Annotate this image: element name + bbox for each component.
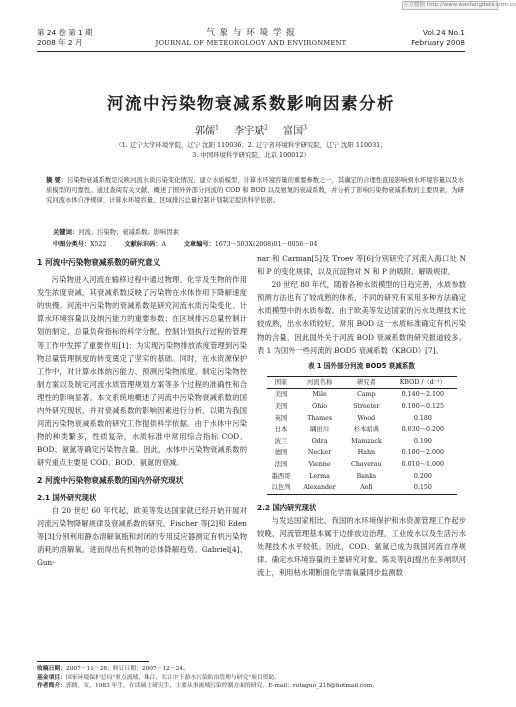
abstract — [46, 176, 464, 207]
table-cell: 0.010～1.000 — [401, 460, 445, 468]
footnote-rule — [37, 661, 149, 662]
table-cell: Mile — [312, 391, 327, 399]
doc-code: A — [161, 241, 166, 248]
table-cell: 0.150 — [413, 484, 432, 492]
body-paragraph: 20 世纪 80 年代，随着各种水质模型的日趋完善，水质参数预测方法也有了较成熟的体系，不同的研究有采用多种方法确定水质模型中的水质参数。由于欧美等发达国家的污水处理技术比较成熟，出水水质较好，常用 BOD 这一水质标准确定有机污染物的含量，因此国外关于河流 BOD 衰减系数的研究报道较多。表 1 为国外一些河流的 BOD5 衰减系数（KBOD）[7]。 — [257, 280, 466, 355]
table-row — [267, 447, 457, 459]
author-affil-mark: 1 — [215, 124, 219, 132]
table-cell: 法国 — [274, 460, 288, 468]
table-cell: 0.100～2.000 — [401, 449, 445, 457]
author-bio-label: 作者简介： — [37, 683, 66, 690]
table-cell: Mamzack — [351, 437, 382, 445]
date-en: February 2008 — [411, 38, 465, 47]
table-cell: 德国 — [274, 449, 288, 457]
table-cell: 0.190 — [413, 437, 432, 445]
abstract-text: 污染物衰减系数是反映河流水质污染变化情况、建立水质模型、计算水环境容量的重要参数之一，其确定的合理性直接影响到水环境容量以及水质模型的可靠性。通过查阅有关文献，概述了国外外部分河流的 COD 和 BOD 以及氨氮的衰减系数，并分析了影响污染物衰减系数的主要因素，为研究河流水体自净规律、计算水环境容量、区域排污总量控制计划制定提供科学依据。 — [46, 177, 465, 205]
table-cell: Odra — [311, 437, 328, 445]
volume-cn: 第 24 卷 第 1 期 — [37, 28, 93, 37]
body-paragraph: nar 和 Carman[5]及 Troev 等[6]分别研究了河流入海口处 N 和 P 的变化规律，以及沉淀物对 N 和 P 的吸附、解吸规律。 — [257, 254, 466, 277]
watermark-stamp: 万方数据 http://www.wanfangdata.com.cn — [403, 2, 516, 8]
table-row — [267, 401, 457, 413]
author-bio-text: 郭儒，女，1983 年生，在读硕士研究生，主要从事流域污染控制方面的研究，E-mail：rutaguo_218@hotmail.com。 — [66, 683, 378, 690]
classification-line — [53, 239, 464, 248]
table-cell: 美国 — [274, 402, 288, 410]
affiliations — [0, 141, 502, 160]
author-affil-mark: 3 — [303, 124, 307, 132]
table-cell: 杉本昭典 — [353, 426, 379, 434]
table-cell: 0.200 — [413, 472, 432, 480]
footnote-received — [37, 665, 465, 674]
footnote-fund — [37, 674, 465, 683]
subsection-heading: 2.1 国外研究现状 — [37, 492, 97, 502]
author-name: 富国 — [283, 126, 304, 137]
left-column — [37, 252, 247, 569]
table-cell: 美国 — [274, 391, 288, 399]
bod-decay-table — [267, 376, 457, 495]
doc-code-label: 文献标识码： — [124, 241, 162, 248]
section-heading: 1 河流中污染物衰减系数的研究意义 — [37, 258, 161, 267]
masthead — [37, 28, 465, 49]
table-header-cell: 国家 — [274, 378, 288, 386]
table-cell: Ohio — [312, 402, 328, 410]
keywords-text: 河流；污染物；衰减系数；影响因素 — [78, 229, 179, 236]
journal-name-cn: 气 象 与 环 境 学 报 — [206, 28, 296, 38]
table-cell: 墨西哥 — [271, 472, 291, 480]
table-cell: Wood — [357, 414, 376, 422]
table-cell: 英国 — [274, 414, 288, 422]
author — [195, 126, 219, 137]
table-cell: 以色列 — [271, 484, 291, 492]
clc-code: X522 — [90, 241, 107, 248]
received-dates: 2007－11－28；修订日期：2007－12－24。 — [66, 666, 189, 672]
table-cell: Vienne — [308, 460, 331, 468]
paper-title: 河流中污染物衰减系数影响因素分析 — [107, 94, 395, 113]
table-header-cell: 河流名称 — [307, 378, 333, 386]
author — [283, 126, 307, 137]
table-cell: Thames — [307, 414, 333, 422]
keywords — [53, 227, 464, 236]
table-cell: Lerma — [309, 472, 330, 480]
table-caption: 表 1 国外部分河流 BOD5 衰减系数 — [308, 361, 415, 370]
subsection-heading: 2.2 国内研究现状 — [257, 502, 317, 512]
table-header-row — [267, 376, 457, 389]
volume-en: Vol.24 No.1 — [422, 28, 465, 37]
right-column — [257, 252, 466, 579]
table-cell: 日本 — [274, 426, 288, 434]
fund-text: 国家环境保护总局"重点流域，珠江、长江中下游水污染防治管理与研究"项目资助。 — [66, 674, 281, 681]
table-cell: Aefi — [360, 484, 373, 492]
table-row — [267, 413, 457, 425]
table-cell: 0.100～0.125 — [401, 402, 445, 410]
table-row — [267, 459, 457, 471]
table-row — [267, 389, 457, 401]
author-name: 郭儒 — [195, 126, 216, 137]
body-paragraph: 与发达国家相比，我国的水环境保护和水资源管理工作起步较晚，河流管理基本属于边排放边治理，工业废水以及生活污水处理技术水平较低。因此，COD、氨氮已成为我国河流自净规律、确定水环境容量的主要研究对象。陈炎等[8]提出在多闸坝河流上，利用枯水期断面化学需氧量同步监测数 — [257, 515, 466, 578]
table-cell: Necker — [307, 449, 332, 457]
table-row — [267, 424, 457, 436]
table-header-cell: KBOD /（d⁻¹） — [399, 378, 446, 386]
date-cn: 2008 年 2 月 — [37, 38, 83, 47]
fund-label: 基金项目： — [37, 674, 66, 681]
keywords-label: 关键词： — [53, 229, 79, 236]
author-list — [0, 122, 502, 137]
table-cell: 隅田川 — [310, 426, 330, 434]
affiliation-line: （1. 辽宁大学环境学院，辽宁 沈阳 110036；2. 辽宁省环境科学研究院，辽宁 沈阳 110031； — [115, 141, 387, 149]
table-header-cell: 研究者 — [356, 378, 376, 386]
article-id-label: 文章编号： — [183, 241, 215, 248]
table-row — [267, 471, 457, 483]
table-cell: 0.140～2.100 — [401, 391, 445, 399]
received-label: 收稿日期： — [37, 666, 66, 672]
journal-name-en: JOURNAL OF METEOROLOGY AND ENVIRONMENT — [155, 39, 347, 47]
table-cell: 0.030～0.200 — [401, 426, 445, 434]
table-cell: 波兰 — [274, 437, 288, 445]
author-affil-mark: 2 — [264, 124, 268, 132]
section-heading: 2 河流中污染物衰减系数的国内外研究现状 — [37, 475, 184, 485]
article-id: 1673－503X(2008)01－0056－04 — [214, 241, 318, 248]
table-row — [267, 436, 457, 448]
clc-label: 中图分类号： — [53, 241, 91, 248]
masthead-right — [411, 28, 465, 48]
body-paragraph: 自 20 世纪 60 年代起，欧美等发达国家就已经开始开展对河流污染物降解规律及衰减系数的研究。Fischer 等[2]和 Eden 等[3]分别利用静态溶解氧瓶和封闭的专用反应器测定有机污染物消耗的溶解氧，进而得出有机物的总体降解趋势。Gabriel[4]、Gun- — [37, 505, 247, 568]
table-cell: Hahn — [357, 449, 376, 457]
table-cell: Alexander — [303, 484, 336, 492]
masthead-center — [127, 28, 375, 48]
affiliation-line: 3. 中国环境科学研究院，北京 100012） — [192, 150, 310, 159]
body-paragraph: 污染物进入河流在输移过程中通过物理、化学及生物的作用发生浓度衰减，其衰减系数反映了污染物在水体作用下降解速度的快慢。河流中污染物的衰减系数是研究河流水质污染变化、计算水环境容量以及纳污能力的重要参数；在区域排污总量控制计划的制定、总量负荷指标的科学分配、控制计划执行过程的管理等工作中发挥了重要作用[1]；为实现污染物排放浓度管理到污染物总量管理制度的转变奠定了坚实的基础。同时，在水资源保护工作中，对计算水体纳污能力、预测污染物浓度、制定污染物控制方案以及制定河流水质管理规划方案等多个过程的准确性和合理性的影响显著。本文系统地概述了河流中污染物衰减系数的国内外研究现状，并对衰减系数的影响因素进行分析，以期为我国河流污染物衰减系数的研究工作提供科学依据。由于水体中污染物的种类繁多，性质复杂，水质标准中常用综合指标 COD、BOD、氨氮等确定污染物含量。因此，水体中污染物衰减系数的研究重点主要是 COD、BOD、氨氮的衰减。 — [37, 275, 247, 468]
table-cell: 0.180 — [413, 414, 432, 422]
footnotes — [37, 665, 465, 691]
author — [234, 126, 268, 137]
abstract-label: 摘 要： — [46, 177, 68, 184]
masthead-left — [37, 28, 92, 48]
table-cell: Streeter — [353, 402, 380, 410]
table-cell: Camp — [357, 391, 376, 399]
masthead-rule — [37, 51, 465, 52]
table-cell: Chaverau — [351, 460, 382, 468]
author-name: 李宇斌 — [234, 126, 265, 137]
table-cell: Banks — [356, 472, 377, 480]
footnote-author — [37, 682, 465, 691]
table-row — [267, 482, 457, 494]
